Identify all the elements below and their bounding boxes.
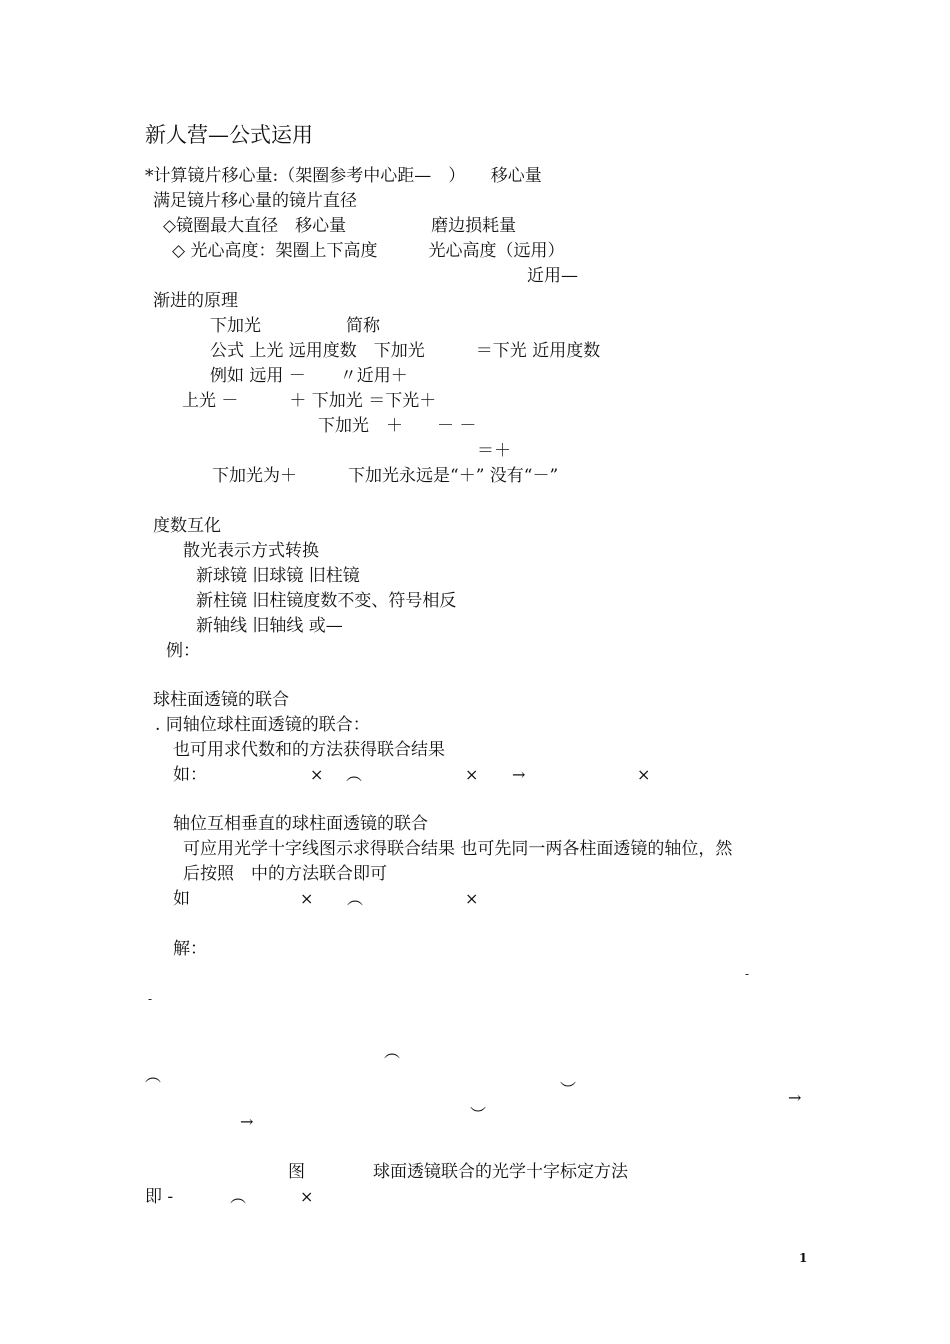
multiply-symbol: × (465, 765, 479, 784)
text-line-13: 下加光为＋ 下加光永远是“＋” 没有“－” (212, 466, 559, 486)
page-title: 新人营—公式运用 (145, 123, 313, 147)
text-line-4: ◇ 光心高度：架圈上下高度 光心高度（远用） (172, 241, 565, 261)
text-line-17: 新柱镜 旧柱镜度数不变、符号相反 (196, 591, 457, 611)
text-line-25: 可应用光学十字线图示求得联合结果 也可先同一两各柱面透镜的轴位，然 (183, 839, 733, 859)
text-line-2: 满足镜片移心量的镜片直径 (153, 191, 357, 211)
text-line-10: 上光 － ＋ 下加光 ＝下光＋ (182, 391, 437, 411)
section-heading: 球柱面透镜的联合 (153, 690, 289, 710)
text-line-23: 如： (173, 765, 207, 785)
multiply-symbol: × (300, 889, 314, 908)
text-line-22: 也可用求代数和的方法获得联合结果 (173, 740, 445, 760)
arc-symbol: ︵ (346, 765, 363, 784)
text-line-15: 散光表示方式转换 (183, 541, 319, 561)
arc-mark: ︵ (384, 1042, 401, 1061)
arrow-mark: → (788, 1088, 802, 1107)
text-line-18: 新轴线 旧轴线 或— (196, 616, 343, 636)
multiply-symbol: × (300, 1187, 314, 1206)
section-heading: 渐进的原理 (153, 291, 238, 311)
text-line-9: 例如 远用 － 〃近用＋ (210, 366, 408, 386)
arrow-symbol: → (512, 765, 526, 784)
section-heading: 度数互化 (153, 516, 221, 536)
text-line-12: ＝＋ (477, 441, 511, 461)
text-line-28: 解： (173, 939, 207, 959)
text-line-7: 下加光 简称 (210, 316, 380, 336)
text-line-5: 近用— (527, 266, 578, 286)
text-line-30: 即 - (145, 1187, 174, 1207)
text-line-1: *计算镜片移心量:（架圈参考中心距— ） 移心量 (145, 166, 542, 186)
arc-symbol: ︵ (230, 1187, 247, 1206)
arrow-mark: → (240, 1112, 254, 1131)
arc-mark: ︶ (470, 1105, 487, 1124)
page-number: 1 (799, 1251, 808, 1265)
text-line-19: 例： (166, 641, 200, 661)
multiply-symbol: × (310, 765, 324, 784)
dash-mark: - (745, 967, 750, 981)
multiply-symbol: × (637, 765, 651, 784)
multiply-symbol: × (465, 889, 479, 908)
arc-mark: ︵ (145, 1066, 162, 1085)
arc-mark: ︶ (560, 1080, 577, 1099)
text-line-8: 公式 上光 远用度数 下加光 ＝下光 近用度数 (210, 341, 601, 361)
text-line-26: 后按照 中的方法联合即可 (183, 864, 387, 884)
dash-mark: - (148, 992, 153, 1006)
text-line-27: 如 (173, 889, 190, 909)
section-heading: 轴位互相垂直的球柱面透镜的联合 (173, 814, 428, 834)
text-line-3: ◇镜圈最大直径 移心量 磨边损耗量 (163, 216, 517, 236)
text-line-16: 新球镜 旧球镜 旧柱镜 (196, 566, 360, 586)
figure-caption: 图 球面透镜联合的光学十字标定方法 (288, 1162, 628, 1182)
text-line-21: . 同轴位球柱面透镜的联合： (155, 715, 370, 735)
text-line-11: 下加光 ＋ － － (318, 416, 477, 436)
arc-symbol: ︵ (347, 889, 364, 908)
